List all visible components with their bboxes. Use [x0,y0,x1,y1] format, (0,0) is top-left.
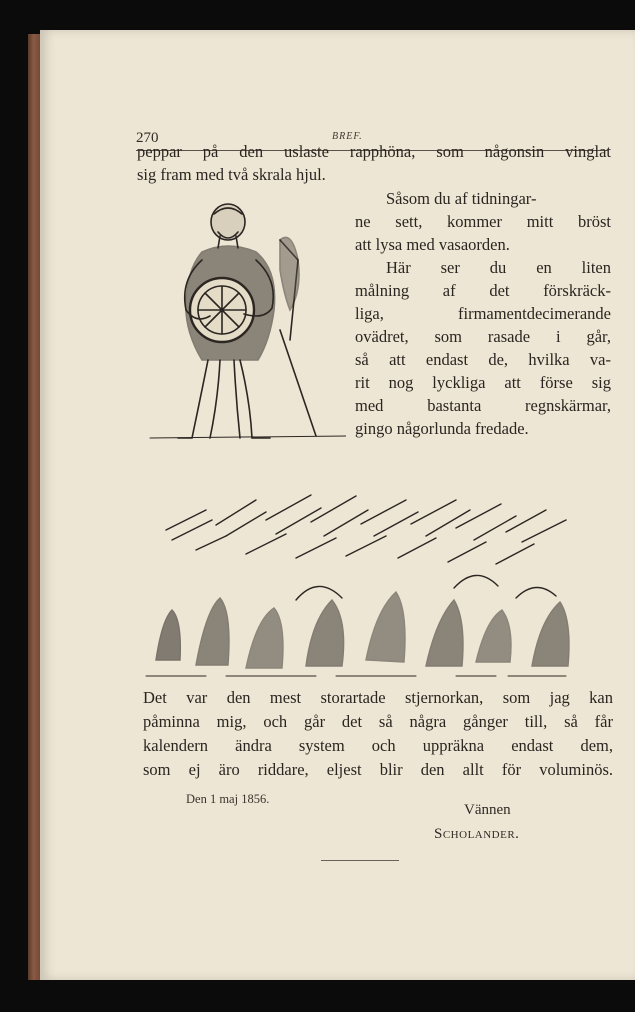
page-number: 270 [136,130,159,146]
text-line: Här ser du en liten [386,258,611,277]
text-line: ovädret, som rasade i går, [355,327,611,346]
text-line: liga, firmamentdecimerande [355,304,611,323]
text-line: med bastanta regnskärmar, [355,396,611,415]
text-line: som ej äro riddare, eljest blir den allt för voluminös. [143,760,613,779]
text-line: rit nog lyckliga att förse sig [355,373,611,392]
text-line: Det var den mest storartade stjernorkan, som jag kan [143,688,613,707]
text-line: Såsom du af tidningar- [386,189,537,208]
text-line: att lysa med vasaorden. [355,235,510,254]
closing-date: Den 1 maj 1856. [186,792,270,806]
text-line: kalendern ändra system och uppräkna endast dem, [143,736,613,755]
running-head: BREF. [332,131,363,142]
text-line: påminna mig, och går det så några gånger till, så får [143,712,613,731]
text-line: målning af det förskräck- [355,281,611,300]
end-rule [321,860,399,861]
text-line: sig fram med två skrala hjul. [137,165,326,184]
man-with-medal-icon [140,200,346,440]
signature: Scholander. [434,826,520,842]
closing-salutation: Vännen [464,802,511,818]
text-line: gingo någorlunda fredade. [355,419,529,438]
star-storm-scene-icon [136,470,580,678]
text-line: peppar på den uslaste rapphöna, som någonsin vinglat [137,142,611,161]
text-line: ne sett, kommer mitt bröst [355,212,611,231]
text-line: så att endast de, hvilka va- [355,350,611,369]
book-page [40,30,635,980]
